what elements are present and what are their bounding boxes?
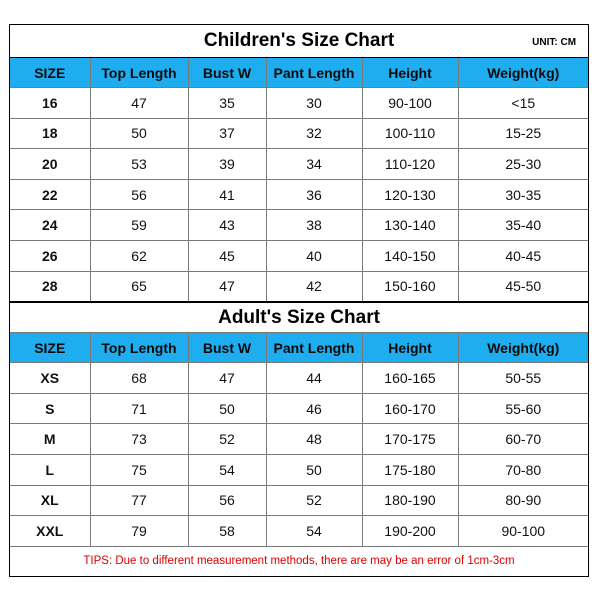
table-cell: 47 (90, 88, 188, 119)
size-cell: S (10, 393, 90, 424)
table-cell: 70-80 (458, 454, 588, 485)
table-row (10, 271, 588, 302)
table-cell: 25-30 (458, 149, 588, 180)
table-cell: 42 (266, 271, 362, 302)
table-cell: 77 (90, 485, 188, 516)
adult-title-row (10, 302, 588, 333)
children-header-row (10, 58, 588, 88)
table-cell: 110-120 (362, 149, 458, 180)
table-cell: 38 (266, 210, 362, 241)
table-cell: 59 (90, 210, 188, 241)
col-header-pant-length: Pant Length (266, 333, 362, 363)
table-cell: 15-25 (458, 118, 588, 149)
table-cell: 75 (90, 454, 188, 485)
col-header-bust-w: Bust W (188, 58, 266, 88)
table-cell: 55-60 (458, 393, 588, 424)
table-cell: 47 (188, 271, 266, 302)
table-row (10, 88, 588, 119)
children-title-row (10, 25, 588, 58)
table-cell: 39 (188, 149, 266, 180)
tips-row (10, 546, 588, 576)
table-row (10, 485, 588, 516)
table-row (10, 179, 588, 210)
table-cell: 54 (188, 454, 266, 485)
col-header-size: SIZE (10, 333, 90, 363)
col-header-weight: Weight(kg) (458, 58, 588, 88)
table-cell: 50 (90, 118, 188, 149)
table-cell: 32 (266, 118, 362, 149)
table-cell: 73 (90, 424, 188, 455)
table-cell: 150-160 (362, 271, 458, 302)
table-cell: 52 (266, 485, 362, 516)
table-cell: 47 (188, 363, 266, 394)
table-cell: 56 (90, 179, 188, 210)
table-cell: 54 (266, 516, 362, 547)
table-cell: 58 (188, 516, 266, 547)
table-cell: 62 (90, 240, 188, 271)
col-header-weight: Weight(kg) (458, 333, 588, 363)
table-cell: 71 (90, 393, 188, 424)
table-cell: 37 (188, 118, 266, 149)
tips-text: TIPS: Due to different measurement methods, there are may be an error of 1cm-3cm (10, 546, 588, 576)
table-cell: 40-45 (458, 240, 588, 271)
size-cell: 28 (10, 271, 90, 302)
size-cell: XS (10, 363, 90, 394)
table-cell: 48 (266, 424, 362, 455)
col-header-pant-length: Pant Length (266, 58, 362, 88)
children-chart-title: Children's Size Chart (203, 30, 395, 51)
table-cell: 56 (188, 485, 266, 516)
size-cell: 26 (10, 240, 90, 271)
table-cell: 79 (90, 516, 188, 547)
table-row (10, 210, 588, 241)
size-cell: XL (10, 485, 90, 516)
unit-label: UNIT: CM (532, 37, 577, 48)
table-row (10, 424, 588, 455)
table-cell: 44 (266, 363, 362, 394)
size-cell: XXL (10, 516, 90, 547)
col-header-height: Height (362, 333, 458, 363)
table-cell: 34 (266, 149, 362, 180)
col-header-size: SIZE (10, 58, 90, 88)
table-cell: 50-55 (458, 363, 588, 394)
table-cell: 68 (90, 363, 188, 394)
size-cell: 24 (10, 210, 90, 241)
col-header-top-length: Top Length (90, 333, 188, 363)
table-cell: 90-100 (458, 516, 588, 547)
table-row (10, 118, 588, 149)
table-cell: 35-40 (458, 210, 588, 241)
table-cell: 130-140 (362, 210, 458, 241)
table-cell: 35 (188, 88, 266, 119)
table-row (10, 149, 588, 180)
table-cell: 180-190 (362, 485, 458, 516)
table-cell: 160-165 (362, 363, 458, 394)
table-cell: 120-130 (362, 179, 458, 210)
size-cell: 22 (10, 179, 90, 210)
size-cell: L (10, 454, 90, 485)
table-cell: 30 (266, 88, 362, 119)
table-cell: 43 (188, 210, 266, 241)
table-cell: 30-35 (458, 179, 588, 210)
table-cell: <15 (458, 88, 588, 119)
adult-chart-title: Adult's Size Chart (218, 306, 380, 328)
table-cell: 60-70 (458, 424, 588, 455)
table-cell: 100-110 (362, 118, 458, 149)
size-cell: 20 (10, 149, 90, 180)
table-cell: 80-90 (458, 485, 588, 516)
table-cell: 160-170 (362, 393, 458, 424)
table-row (10, 363, 588, 394)
col-header-height: Height (362, 58, 458, 88)
size-cell: 18 (10, 118, 90, 149)
table-cell: 50 (188, 393, 266, 424)
table-cell: 45-50 (458, 271, 588, 302)
table-row (10, 516, 588, 547)
table-row (10, 393, 588, 424)
table-cell: 50 (266, 454, 362, 485)
table-cell: 41 (188, 179, 266, 210)
table-cell: 36 (266, 179, 362, 210)
table-cell: 140-150 (362, 240, 458, 271)
adult-header-row (10, 333, 588, 363)
table-row (10, 454, 588, 485)
col-header-top-length: Top Length (90, 58, 188, 88)
table-cell: 52 (188, 424, 266, 455)
size-chart-sheet (9, 24, 589, 577)
table-row (10, 240, 588, 271)
table-cell: 53 (90, 149, 188, 180)
table-cell: 190-200 (362, 516, 458, 547)
table-cell: 90-100 (362, 88, 458, 119)
size-cell: 16 (10, 88, 90, 119)
size-chart-table (10, 25, 588, 576)
table-cell: 170-175 (362, 424, 458, 455)
table-cell: 65 (90, 271, 188, 302)
size-cell: M (10, 424, 90, 455)
table-cell: 45 (188, 240, 266, 271)
col-header-bust-w: Bust W (188, 333, 266, 363)
table-cell: 46 (266, 393, 362, 424)
table-cell: 40 (266, 240, 362, 271)
table-cell: 175-180 (362, 454, 458, 485)
